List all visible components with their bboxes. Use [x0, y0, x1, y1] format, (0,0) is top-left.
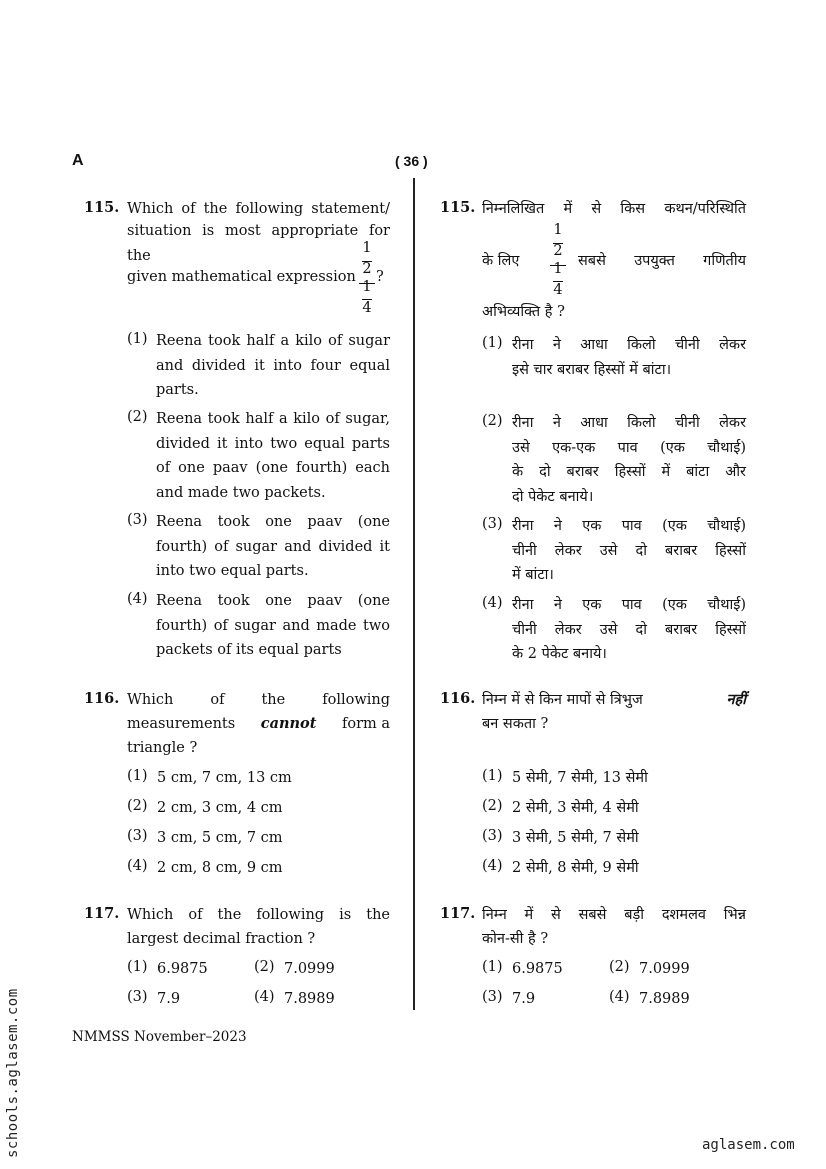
question-text: measurements — [127, 716, 236, 732]
option-116-2[interactable]: 2 cm, 3 cm, 4 cm — [157, 800, 283, 816]
option-line: रीना ने आधा किलो चीनी लेकर — [512, 337, 746, 353]
question-number-115: 115. — [84, 199, 120, 216]
fraction-top-numerator: 1 — [553, 222, 563, 238]
option-117-hi-1[interactable]: 6.9875 — [512, 961, 563, 977]
option-number: (2) — [609, 959, 630, 975]
footer-exam-name: NMMSS November–2023 — [72, 1029, 247, 1045]
question-116-line2 — [127, 712, 390, 737]
option-116-3[interactable]: 3 cm, 5 cm, 7 cm — [157, 830, 283, 846]
fraction-bottom-denominator: 4 — [362, 300, 372, 316]
option-number: (3) — [482, 828, 503, 844]
option-number: (3) — [482, 516, 503, 532]
emphasis-nahin: नहीं — [726, 691, 746, 708]
question-116-hi-line1 — [482, 688, 746, 713]
option-line: रीना ने एक पाव (एक चौथाई) — [512, 597, 746, 613]
option-line: उसे एक-एक पाव (एक चौथाई) — [512, 439, 746, 456]
option-number: (2) — [127, 798, 148, 814]
option-number: (2) — [254, 959, 275, 975]
vertical-watermark: schools.aglasem.com — [5, 988, 21, 1158]
question-117-hi-line1: निम्न में से सबसे बड़ी दशमलव भिन्न — [482, 907, 746, 923]
fraction-bottom-denominator: 4 — [553, 282, 563, 298]
option-line: divided it into two equal parts — [156, 435, 390, 452]
option-115-hi-2[interactable] — [512, 411, 746, 509]
question-116-hi-line2: बन सकता ? — [482, 716, 549, 732]
option-115-2[interactable] — [156, 407, 390, 505]
question-116-line1: Which of the following — [127, 692, 390, 708]
option-117-2[interactable]: 7.0999 — [284, 961, 335, 977]
question-116-line3: triangle ? — [127, 740, 198, 756]
option-116-4[interactable]: 2 cm, 8 cm, 9 cm — [157, 860, 283, 876]
option-115-4[interactable] — [156, 589, 390, 663]
question-number-117: 117. — [84, 905, 120, 922]
option-line: fourth) of sugar and divided it — [156, 538, 390, 555]
option-line: and made two packets. — [156, 484, 326, 501]
option-line: के दो बराबर हिस्सों में बांटा और — [512, 464, 746, 480]
question-117-line1: Which of the following is the — [127, 907, 390, 923]
option-line: Reena took half a kilo of sugar, — [156, 411, 390, 427]
option-number: (1) — [482, 768, 503, 784]
option-number: (2) — [127, 409, 148, 425]
option-number: (3) — [482, 989, 503, 1005]
question-115-qmark: ? — [376, 269, 384, 285]
question-text: form a — [341, 716, 390, 732]
question-115-line2: situation is most appropriate for the — [127, 223, 390, 264]
question-number-116: 116. — [84, 690, 120, 707]
option-line: में बांटा। — [512, 567, 554, 583]
option-number: (2) — [482, 413, 503, 429]
option-116-1[interactable]: 5 cm, 7 cm, 13 cm — [157, 770, 292, 786]
option-115-hi-4[interactable] — [512, 593, 746, 667]
option-116-hi-4[interactable]: 2 सेमी, 8 सेमी, 9 सेमी — [512, 860, 639, 876]
question-115-hi-line3: अभिव्यक्ति है ? — [482, 304, 565, 320]
option-line: Reena took one paav (one — [156, 514, 390, 530]
option-number: (4) — [482, 858, 503, 874]
option-line: रीना ने एक पाव (एक चौथाई) — [512, 518, 746, 534]
option-line: of one paav (one fourth) each — [156, 460, 390, 476]
option-116-hi-2[interactable]: 2 सेमी, 3 सेमी, 4 सेमी — [512, 800, 639, 816]
option-number: (1) — [482, 335, 503, 351]
option-line: के 2 पेकेट बनाये। — [512, 646, 607, 662]
question-text: निम्न में से किन मापों से त्रिभुज — [482, 692, 643, 708]
option-number: (1) — [482, 959, 503, 975]
question-number-116-hi: 116. — [440, 690, 476, 707]
option-line: इसे चार बराबर हिस्सों में बांटा। — [512, 361, 672, 378]
question-115-hi-line2-post: सबसे उपयुक्त गणितीय — [578, 253, 746, 269]
option-number: (2) — [482, 798, 503, 814]
option-117-4[interactable]: 7.8989 — [284, 991, 335, 1007]
option-117-hi-4[interactable]: 7.8989 — [639, 991, 690, 1007]
option-number: (4) — [127, 858, 148, 874]
option-line: into two equal parts. — [156, 563, 309, 579]
option-line: packets of its equal parts — [156, 642, 342, 658]
fraction-top-denominator: 2 — [362, 261, 372, 277]
option-117-hi-2[interactable]: 7.0999 — [639, 961, 690, 977]
question-115-hi-line1: निम्नलिखित में से किस कथन/परिस्थिति — [482, 201, 746, 217]
option-line: दो पेकेट बनाये। — [512, 488, 594, 505]
option-line: Reena took half a kilo of sugar — [156, 333, 390, 349]
question-115-line3: given mathematical expression — [127, 269, 356, 285]
column-divider — [413, 178, 415, 1010]
option-number: (1) — [127, 768, 148, 784]
fraction-top-numerator: 1 — [362, 240, 372, 256]
question-117-line2: largest decimal fraction ? — [127, 931, 316, 947]
option-number: (3) — [127, 989, 148, 1005]
page-number: ( 36 ) — [395, 153, 428, 169]
option-115-3[interactable] — [156, 510, 390, 584]
option-117-3[interactable]: 7.9 — [157, 991, 181, 1007]
option-line: fourth) of sugar and made two — [156, 617, 390, 634]
option-number: (4) — [127, 591, 148, 607]
option-line: रीना ने आधा किलो चीनी लेकर — [512, 415, 746, 431]
question-115-line1: Which of the following statement/ — [127, 201, 390, 217]
option-117-1[interactable]: 6.9875 — [157, 961, 208, 977]
bottom-watermark: aglasem.com — [702, 1137, 795, 1153]
fraction-bottom-numerator: 1 — [362, 279, 372, 295]
option-number: (4) — [609, 989, 630, 1005]
option-line: and divided it into four equal — [156, 357, 390, 374]
question-117-hi-line2: कोन-सी है ? — [482, 931, 549, 947]
fraction-top-denominator: 2 — [553, 243, 563, 259]
option-line: चीनी लेकर उसे दो बराबर हिस्सों — [512, 542, 746, 559]
question-115-hi-line2-pre: के लिए — [482, 253, 520, 269]
option-number: (1) — [127, 959, 148, 975]
option-116-hi-1[interactable]: 5 सेमी, 7 सेमी, 13 सेमी — [512, 770, 648, 786]
question-number-115-hi: 115. — [440, 199, 476, 216]
option-number: (3) — [127, 512, 148, 528]
option-117-hi-3[interactable]: 7.9 — [512, 991, 536, 1007]
option-line: चीनी लेकर उसे दो बराबर हिस्सों — [512, 621, 746, 638]
question-number-117-hi: 117. — [440, 905, 476, 922]
option-116-hi-3[interactable]: 3 सेमी, 5 सेमी, 7 सेमी — [512, 830, 639, 846]
option-115-1[interactable] — [156, 329, 390, 403]
option-number: (3) — [127, 828, 148, 844]
option-115-hi-3[interactable] — [512, 514, 746, 588]
option-number: (1) — [127, 331, 148, 347]
emphasis-cannot: cannot — [260, 715, 317, 732]
option-line: parts. — [156, 382, 199, 398]
fraction-bottom-numerator: 1 — [553, 261, 563, 277]
option-number: (4) — [254, 989, 275, 1005]
option-115-hi-1[interactable] — [512, 333, 746, 382]
option-line: Reena took one paav (one — [156, 593, 390, 609]
option-number: (4) — [482, 595, 503, 611]
set-letter: A — [72, 152, 84, 169]
